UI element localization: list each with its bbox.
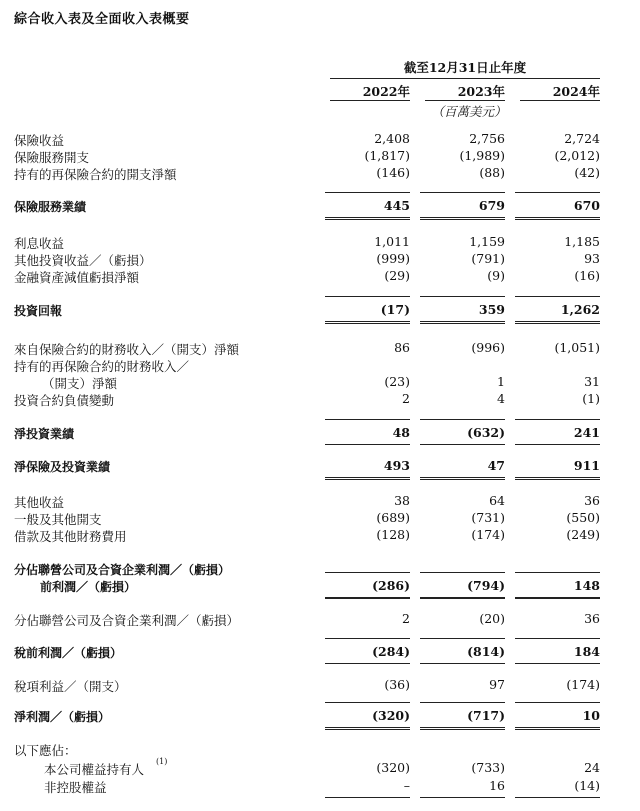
table-row bbox=[0, 708, 640, 726]
value-cell-2024: (42) bbox=[574, 165, 600, 180]
value-cell-2024: 31 bbox=[584, 374, 600, 389]
value-cell-2023: 1,159 bbox=[469, 234, 505, 249]
value-cell-2022: 493 bbox=[383, 458, 410, 473]
row-label: 借款及其他財務費用 bbox=[14, 529, 127, 544]
value-cell-2024: (249) bbox=[566, 527, 600, 542]
table-row bbox=[0, 340, 640, 358]
row-label: 分佔聯營公司及合資企業利潤／（虧損） bbox=[14, 613, 240, 628]
value-cell-2023: (174) bbox=[471, 527, 505, 542]
total-rule bbox=[515, 638, 600, 639]
table-row bbox=[0, 510, 640, 528]
value-cell-2024: 670 bbox=[573, 198, 600, 213]
row-label: 利息收益 bbox=[14, 236, 65, 251]
value-cell-2024: 148 bbox=[573, 578, 600, 593]
row-label: 持有的再保險合約的財務收入／ bbox=[14, 359, 190, 374]
row-label: 淨利潤／（虧損） bbox=[14, 710, 111, 724]
value-cell-2024: 10 bbox=[582, 708, 600, 723]
table-row bbox=[0, 131, 640, 149]
value-cell-2022: (29) bbox=[384, 268, 410, 283]
value-cell-2024: 184 bbox=[573, 644, 600, 659]
total-rule bbox=[420, 477, 505, 480]
row-label: 持有的再保險合約的開支淨額 bbox=[14, 167, 177, 182]
total-rule bbox=[515, 797, 600, 798]
row-label: 前利潤／（虧損） bbox=[40, 580, 137, 594]
value-cell-2023: 4 bbox=[497, 391, 505, 406]
table-row bbox=[0, 391, 640, 409]
total-rule bbox=[325, 727, 410, 730]
value-cell-2022: – bbox=[403, 778, 410, 793]
total-rule bbox=[515, 477, 600, 480]
year-underline bbox=[330, 100, 410, 101]
total-rule bbox=[420, 727, 505, 730]
value-cell-2024: (14) bbox=[574, 778, 600, 793]
total-rule bbox=[420, 638, 505, 639]
value-cell-2023: (794) bbox=[467, 578, 505, 593]
value-cell-2024: 36 bbox=[584, 493, 600, 508]
table-row bbox=[0, 374, 640, 392]
value-cell-2022: 2 bbox=[402, 391, 410, 406]
value-cell-2022: (689) bbox=[376, 510, 410, 525]
value-cell-2022: (36) bbox=[384, 677, 410, 692]
value-cell-2024: 911 bbox=[573, 458, 600, 473]
footnote-marker: (1) bbox=[156, 757, 168, 766]
total-rule bbox=[325, 702, 410, 703]
value-cell-2024: (1,051) bbox=[554, 340, 600, 355]
row-label: 來自保險合約的財務收入／（開支）淨額 bbox=[14, 342, 240, 357]
total-rule bbox=[515, 296, 600, 297]
total-rule bbox=[515, 444, 600, 445]
table-row bbox=[0, 458, 640, 476]
unit-label: （百萬美元） bbox=[431, 104, 507, 119]
value-cell-2022: (23) bbox=[384, 374, 410, 389]
value-cell-2024: (550) bbox=[566, 510, 600, 525]
value-cell-2022: 38 bbox=[394, 493, 410, 508]
table-row bbox=[0, 425, 640, 443]
year-header-2023: 2023年 bbox=[457, 84, 505, 99]
value-cell-2022: 1,011 bbox=[374, 234, 410, 249]
period-header: 截至12月31日止年度 bbox=[403, 60, 527, 75]
table-row bbox=[0, 165, 640, 183]
value-cell-2023: (20) bbox=[479, 611, 505, 626]
row-label: 投資合約負債變動 bbox=[14, 393, 115, 408]
total-rule bbox=[325, 663, 410, 664]
table-row bbox=[0, 198, 640, 216]
total-rule bbox=[515, 419, 600, 420]
table-row bbox=[0, 741, 640, 759]
value-cell-2024: (2,012) bbox=[554, 148, 600, 163]
total-rule bbox=[325, 296, 410, 297]
total-rule bbox=[420, 419, 505, 420]
total-rule bbox=[515, 321, 600, 324]
period-underline bbox=[330, 78, 600, 79]
total-rule bbox=[420, 444, 505, 445]
total-rule bbox=[325, 797, 410, 798]
row-label: 淨保險及投資業績 bbox=[14, 460, 111, 474]
value-cell-2023: (632) bbox=[467, 425, 505, 440]
value-cell-2023: 1 bbox=[497, 374, 505, 389]
row-label: 其他收益 bbox=[14, 495, 65, 510]
table-row bbox=[0, 527, 640, 545]
value-cell-2023: (733) bbox=[471, 760, 505, 775]
value-cell-2022: (17) bbox=[380, 302, 410, 317]
total-rule bbox=[420, 321, 505, 324]
value-cell-2022: (146) bbox=[376, 165, 410, 180]
table-row bbox=[0, 234, 640, 252]
row-label: 淨投資業績 bbox=[14, 427, 75, 441]
row-label: 稅項利益／（開支） bbox=[14, 679, 127, 694]
value-cell-2024: 1,262 bbox=[560, 302, 600, 317]
table-row bbox=[0, 677, 640, 695]
value-cell-2024: (1) bbox=[582, 391, 600, 406]
value-cell-2023: (791) bbox=[471, 251, 505, 266]
total-rule bbox=[420, 797, 505, 798]
total-rule bbox=[515, 663, 600, 664]
total-rule bbox=[420, 597, 505, 599]
table-row bbox=[0, 778, 640, 796]
value-cell-2022: (320) bbox=[372, 708, 410, 723]
table-row bbox=[0, 757, 640, 778]
table-row bbox=[0, 611, 640, 629]
year-header-2022: 2022年 bbox=[362, 84, 410, 99]
value-cell-2024: 93 bbox=[584, 251, 600, 266]
value-cell-2022: (1,817) bbox=[364, 148, 410, 163]
row-label: 稅前利潤／（虧損） bbox=[14, 646, 123, 660]
row-label: 保險服務開支 bbox=[14, 150, 90, 165]
table-row bbox=[0, 251, 640, 269]
total-rule bbox=[420, 702, 505, 703]
table-row bbox=[0, 561, 640, 579]
row-label: 以下應佔： bbox=[14, 743, 77, 758]
value-cell-2024: 1,185 bbox=[564, 234, 600, 249]
value-cell-2023: 679 bbox=[478, 198, 505, 213]
total-rule bbox=[515, 597, 600, 599]
total-rule bbox=[515, 702, 600, 703]
table-row bbox=[0, 302, 640, 320]
value-cell-2024: 2,724 bbox=[564, 131, 600, 146]
total-rule bbox=[420, 572, 505, 573]
value-cell-2023: (717) bbox=[467, 708, 505, 723]
row-label: 投資回報 bbox=[14, 304, 63, 318]
total-rule bbox=[420, 296, 505, 297]
value-cell-2022: 48 bbox=[392, 425, 410, 440]
page-title: 綜合收入表及全面收入表概要 bbox=[14, 12, 190, 27]
year-header-2024: 2024年 bbox=[552, 84, 600, 99]
value-cell-2022: 2,408 bbox=[374, 131, 410, 146]
total-rule bbox=[515, 192, 600, 193]
value-cell-2023: (814) bbox=[467, 644, 505, 659]
table-row bbox=[0, 493, 640, 511]
value-cell-2022: (286) bbox=[372, 578, 410, 593]
row-label: 分佔聯營公司及合資企業利潤／（虧損） bbox=[14, 563, 231, 577]
value-cell-2022: (128) bbox=[376, 527, 410, 542]
row-label: 金融資產減值虧損淨額 bbox=[14, 270, 140, 285]
total-rule bbox=[420, 192, 505, 193]
value-cell-2022: (284) bbox=[372, 644, 410, 659]
row-label: 一般及其他開支 bbox=[14, 512, 102, 527]
value-cell-2022: 2 bbox=[402, 611, 410, 626]
table-row bbox=[0, 148, 640, 166]
year-underline bbox=[425, 100, 505, 101]
value-cell-2024: (174) bbox=[566, 677, 600, 692]
total-rule bbox=[515, 572, 600, 573]
total-rule bbox=[325, 192, 410, 193]
value-cell-2023: 359 bbox=[478, 302, 505, 317]
value-cell-2023: (9) bbox=[487, 268, 505, 283]
row-label: （開支）淨額 bbox=[42, 376, 118, 391]
table-row bbox=[0, 268, 640, 286]
value-cell-2023: (1,989) bbox=[459, 148, 505, 163]
row-label: 非控股權益 bbox=[44, 780, 107, 795]
total-rule bbox=[325, 217, 410, 220]
value-cell-2024: 36 bbox=[584, 611, 600, 626]
total-rule bbox=[325, 638, 410, 639]
value-cell-2024: (16) bbox=[574, 268, 600, 283]
total-rule bbox=[325, 419, 410, 420]
table-row bbox=[0, 578, 640, 596]
value-cell-2023: (88) bbox=[479, 165, 505, 180]
value-cell-2022: 86 bbox=[394, 340, 410, 355]
value-cell-2024: 241 bbox=[573, 425, 600, 440]
row-label: 本公司權益持有人 bbox=[44, 762, 145, 777]
value-cell-2023: 2,756 bbox=[469, 131, 505, 146]
total-rule bbox=[515, 727, 600, 730]
value-cell-2022: (999) bbox=[376, 251, 410, 266]
row-label: 保險收益 bbox=[14, 133, 65, 148]
value-cell-2023: 97 bbox=[489, 677, 505, 692]
table-row bbox=[0, 357, 640, 375]
value-cell-2023: (731) bbox=[471, 510, 505, 525]
value-cell-2023: 64 bbox=[489, 493, 505, 508]
row-label: 保險服務業績 bbox=[14, 200, 87, 214]
table-row bbox=[0, 644, 640, 662]
total-rule bbox=[325, 477, 410, 480]
value-cell-2024: 24 bbox=[584, 760, 600, 775]
total-rule bbox=[325, 444, 410, 445]
row-label: 其他投資收益／（虧損） bbox=[14, 253, 152, 268]
value-cell-2022: 445 bbox=[383, 198, 410, 213]
total-rule bbox=[325, 321, 410, 324]
total-rule bbox=[420, 663, 505, 664]
total-rule bbox=[515, 217, 600, 220]
value-cell-2023: (996) bbox=[471, 340, 505, 355]
value-cell-2023: 16 bbox=[489, 778, 505, 793]
year-underline bbox=[520, 100, 600, 101]
total-rule bbox=[325, 572, 410, 573]
value-cell-2022: (320) bbox=[376, 760, 410, 775]
value-cell-2023: 47 bbox=[487, 458, 505, 473]
total-rule bbox=[325, 597, 410, 599]
total-rule bbox=[420, 217, 505, 220]
